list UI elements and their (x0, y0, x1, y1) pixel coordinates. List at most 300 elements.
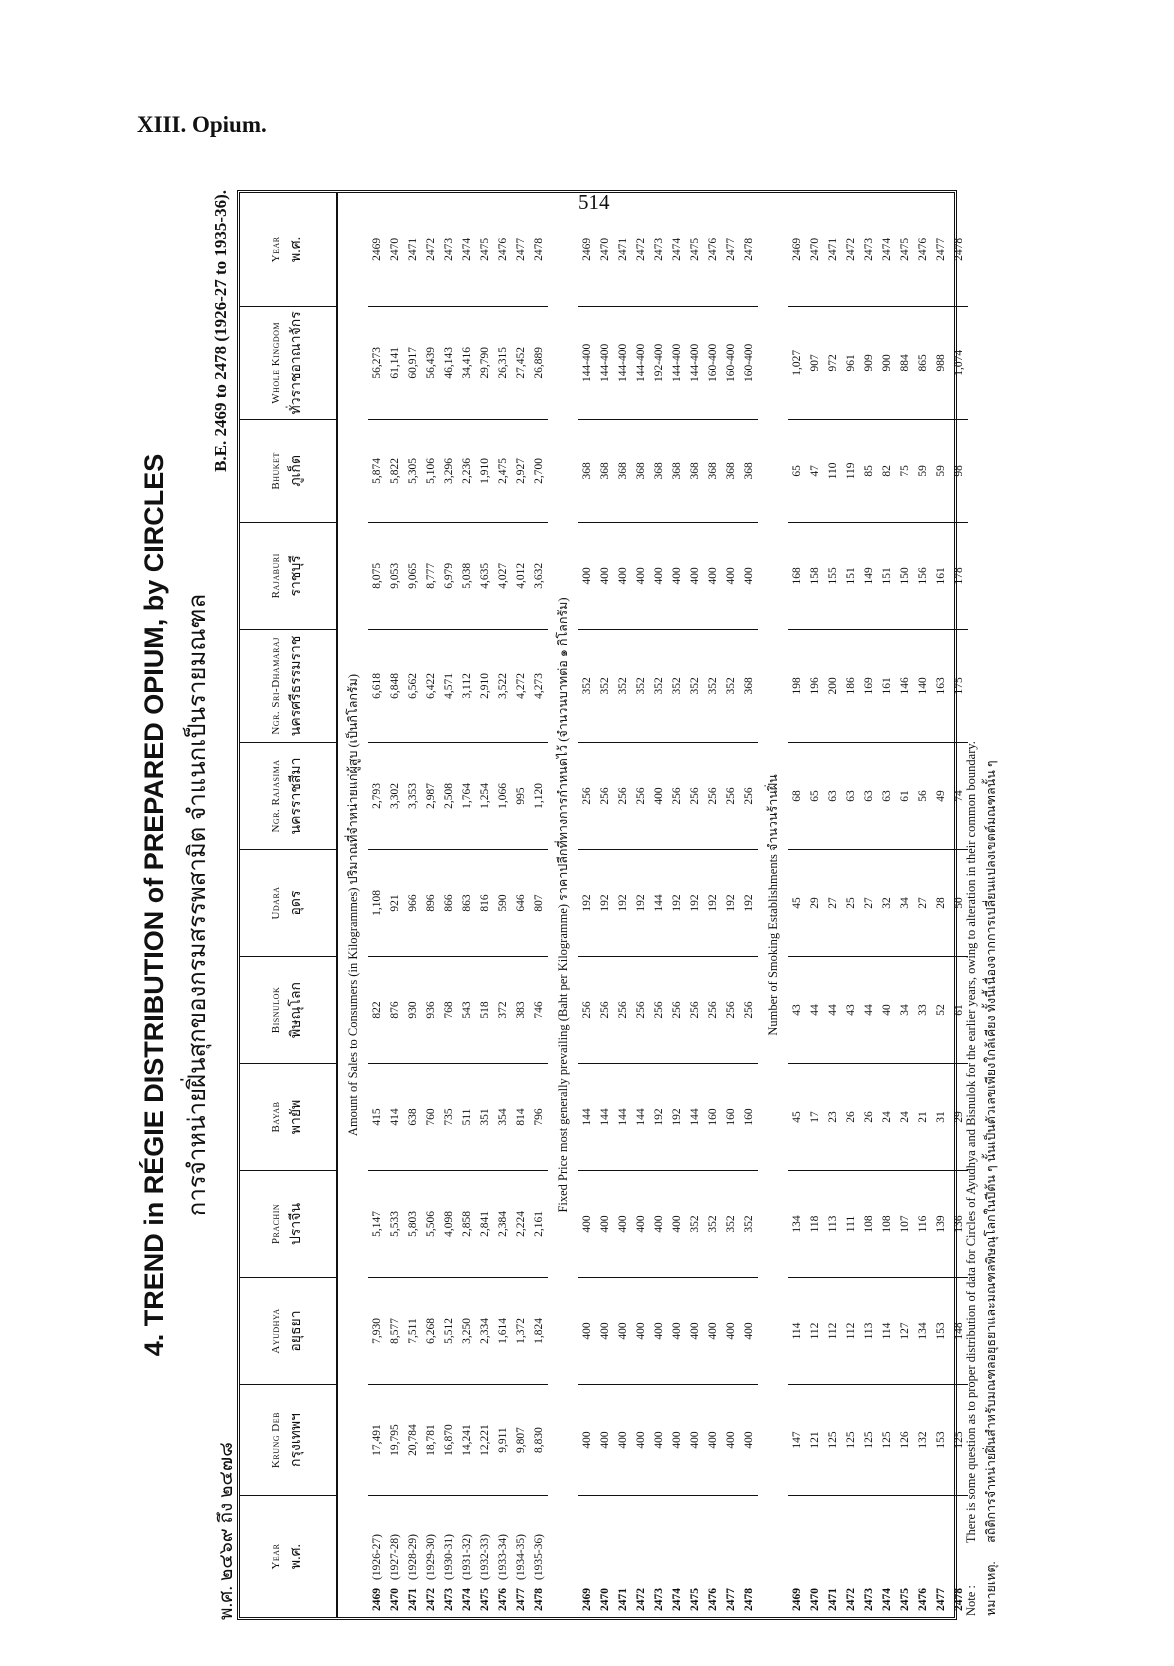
value-cell: 415 (368, 1063, 386, 1170)
value-cell: 75 (896, 419, 914, 522)
value-cell: 4,012 (512, 522, 530, 629)
value-cell: 5,147 (368, 1170, 386, 1277)
value-cell: 256 (740, 956, 758, 1063)
value-cell: 198 (788, 629, 806, 742)
value-cell: 5,533 (386, 1170, 404, 1277)
value-cell: 400 (686, 1384, 704, 1495)
value-cell: 63 (842, 742, 860, 849)
value-cell: 178 (950, 522, 968, 629)
value-cell: 196 (806, 629, 824, 742)
value-cell: 24 (896, 1063, 914, 1170)
value-cell: 400 (578, 522, 596, 629)
value-cell: 907 (806, 306, 824, 419)
year-cell-right: 2477 (935, 237, 947, 261)
value-cell: 2,384 (494, 1170, 512, 1277)
value-cell: 144 (686, 1063, 704, 1170)
value-cell: 768 (440, 956, 458, 1063)
data-table-frame (237, 190, 965, 1620)
value-cell: 6,268 (422, 1277, 440, 1384)
value-cell: 400 (614, 1277, 632, 1384)
section-header-row (548, 193, 578, 1617)
value-cell: 60,917 (404, 306, 422, 419)
year-be: 2472 (635, 1588, 647, 1611)
value-cell: 158 (806, 522, 824, 629)
value-cell: 153 (932, 1384, 950, 1495)
year-cell-right: 2469 (791, 237, 803, 261)
value-cell: 2,858 (458, 1170, 476, 1277)
value-cell: 5,874 (368, 419, 386, 522)
value-cell: 116 (914, 1170, 932, 1277)
year-cell-right: 2475 (689, 237, 701, 261)
value-cell: 876 (386, 956, 404, 1063)
value-cell: 256 (632, 956, 650, 1063)
value-cell: 400 (740, 1384, 758, 1495)
value-cell: 126 (896, 1384, 914, 1495)
value-cell: 160 (704, 1063, 722, 1170)
value-cell: 33 (914, 956, 932, 1063)
year-be: 2472 (845, 1588, 857, 1611)
value-cell: 400 (740, 1277, 758, 1384)
value-cell: 2,334 (476, 1277, 494, 1384)
value-cell: 3,302 (386, 742, 404, 849)
value-cell: 5,305 (404, 419, 422, 522)
value-cell: 400 (632, 1277, 650, 1384)
value-cell: 256 (704, 956, 722, 1063)
year-cell (530, 1496, 548, 1617)
value-cell: 44 (824, 956, 842, 1063)
value-cell: 352 (686, 1170, 704, 1277)
value-cell: 2,987 (422, 742, 440, 849)
value-cell: 256 (650, 956, 668, 1063)
table-row (530, 193, 548, 1617)
year-cell (686, 1496, 704, 1617)
value-cell: 9,911 (494, 1384, 512, 1495)
value-cell: 144-400 (632, 306, 650, 419)
year-cell (404, 1496, 422, 1617)
value-cell: 6,848 (386, 629, 404, 742)
value-cell: 1,027 (788, 306, 806, 419)
value-cell: 45 (788, 1063, 806, 1170)
value-cell: 112 (806, 1277, 824, 1384)
value-cell: 192-400 (650, 306, 668, 419)
year-cell (440, 1496, 458, 1617)
year-be: 2474 (881, 1588, 893, 1611)
value-cell: 966 (404, 849, 422, 956)
value-cell: 74 (950, 742, 968, 849)
table-row (512, 193, 530, 1617)
value-cell: 352 (650, 629, 668, 742)
value-cell: 192 (704, 849, 722, 956)
value-cell: 113 (860, 1277, 878, 1384)
year-cell-right: 2478 (953, 237, 965, 261)
column-header-thai: พิษณุโลก (289, 981, 305, 1038)
value-cell: 121 (806, 1384, 824, 1495)
year-cell-right: 2478 (743, 237, 755, 261)
value-cell: 1,910 (476, 419, 494, 522)
value-cell: 17,491 (368, 1384, 386, 1495)
value-cell: 27 (914, 849, 932, 956)
year-cell (740, 1496, 758, 1617)
value-cell: 1,764 (458, 742, 476, 849)
value-cell: 3,250 (458, 1277, 476, 1384)
year-cell (842, 1496, 860, 1617)
column-header-english: Prachin (270, 1203, 283, 1245)
year-ce: (1927-28) (389, 1534, 401, 1580)
value-cell: 4,027 (494, 522, 512, 629)
column-header-english: Bhuket (270, 452, 283, 490)
value-cell: 368 (668, 419, 686, 522)
table-row (368, 193, 386, 1617)
value-cell: 4,098 (440, 1170, 458, 1277)
value-cell: 6,422 (422, 629, 440, 742)
value-cell: 896 (422, 849, 440, 956)
column-header-english: Krung Deb (270, 1412, 283, 1469)
value-cell: 14,241 (458, 1384, 476, 1495)
value-cell: 186 (842, 629, 860, 742)
value-cell: 822 (368, 956, 386, 1063)
value-cell: 1,066 (494, 742, 512, 849)
value-cell: 140 (914, 629, 932, 742)
value-cell: 118 (806, 1170, 824, 1277)
value-cell: 863 (458, 849, 476, 956)
value-cell: 5,038 (458, 522, 476, 629)
year-ce: (1932-33) (479, 1534, 491, 1580)
column-header-thai: พ.ศ. (289, 236, 305, 262)
year-be: 2478 (743, 1588, 755, 1611)
column-header-thai: อุดร (289, 890, 305, 916)
value-cell: 32 (878, 849, 896, 956)
column-header-thai: กรุงเทพฯ (289, 1413, 305, 1468)
table-row (596, 193, 614, 1617)
year-cell (932, 1496, 950, 1617)
value-cell: 256 (722, 956, 740, 1063)
value-cell: 44 (806, 956, 824, 1063)
value-cell: 256 (614, 742, 632, 849)
value-cell: 125 (824, 1384, 842, 1495)
column-header-thai: ราชบุรี (289, 555, 305, 597)
value-cell: 125 (842, 1384, 860, 1495)
value-cell: 114 (878, 1277, 896, 1384)
value-cell: 368 (596, 419, 614, 522)
value-cell: 112 (824, 1277, 842, 1384)
value-cell: 44 (860, 956, 878, 1063)
column-header-thai: อยุธยา (289, 1310, 305, 1352)
year-cell (494, 1496, 512, 1617)
section-label-thai: จำนวนร้านฝิ่น (766, 774, 780, 851)
year-cell-right: 2472 (425, 237, 437, 261)
table-row (404, 193, 422, 1617)
value-cell: 144 (596, 1063, 614, 1170)
page-number: 514 (578, 190, 610, 214)
value-cell: 884 (896, 306, 914, 419)
year-cell-right: 2472 (845, 237, 857, 261)
value-cell: 414 (386, 1063, 404, 1170)
value-cell: 144-400 (668, 306, 686, 419)
value-cell: 368 (632, 419, 650, 522)
value-cell: 150 (896, 522, 914, 629)
year-cell-right: 2475 (479, 237, 491, 261)
column-header (240, 1277, 337, 1384)
column-header-english: Year (270, 236, 283, 263)
value-cell: 12,221 (476, 1384, 494, 1495)
value-cell: 400 (722, 1384, 740, 1495)
table-row (494, 193, 512, 1617)
year-be: 2473 (863, 1588, 875, 1611)
table-row (668, 193, 686, 1617)
value-cell: 56,439 (422, 306, 440, 419)
value-cell: 256 (632, 742, 650, 849)
table-row (614, 193, 632, 1617)
value-cell: 8,075 (368, 522, 386, 629)
value-cell: 26 (842, 1063, 860, 1170)
value-cell: 352 (722, 1170, 740, 1277)
year-ce: (1928-29) (407, 1534, 419, 1580)
table-row (632, 193, 650, 1617)
value-cell: 34 (896, 956, 914, 1063)
value-cell: 543 (458, 956, 476, 1063)
value-cell: 256 (686, 956, 704, 1063)
value-cell: 63 (824, 742, 842, 849)
table-row (788, 193, 806, 1617)
value-cell: 746 (530, 956, 548, 1063)
value-cell: 400 (632, 1384, 650, 1495)
value-cell: 134 (914, 1277, 932, 1384)
period-english: B.E. 2469 to 2478 (1926-27 to 1935-36). (211, 190, 230, 472)
value-cell: 151 (878, 522, 896, 629)
column-header (240, 193, 337, 306)
value-cell: 590 (494, 849, 512, 956)
value-cell: 19,795 (386, 1384, 404, 1495)
value-cell: 61 (950, 956, 968, 1063)
value-cell: 368 (578, 419, 596, 522)
opium-distribution-table (240, 193, 968, 1617)
value-cell: 47 (806, 419, 824, 522)
table-title-thai: การจำหน่ายฝิ่นสุกของกรมสรรพสามิต จำแนกเป็นรายมณฑล (185, 593, 211, 1217)
column-header-thai: นครราชสีมา (289, 757, 305, 835)
value-cell: 383 (512, 956, 530, 1063)
value-cell: 160 (722, 1063, 740, 1170)
table-title-english: 4. TREND in RÉGIE DISTRIBUTION of PREPARED OPIUM, by CIRCLES (139, 453, 169, 1357)
value-cell: 2,700 (530, 419, 548, 522)
value-cell: 65 (806, 742, 824, 849)
value-cell: 63 (860, 742, 878, 849)
column-header-thai: ภูเก็ต (289, 455, 305, 487)
value-cell: 168 (788, 522, 806, 629)
year-cell-right: 2472 (635, 237, 647, 261)
column-header (240, 1496, 337, 1617)
year-be: 2469 (581, 1588, 593, 1611)
value-cell: 988 (932, 306, 950, 419)
year-be: 2477 (725, 1588, 737, 1611)
year-cell (668, 1496, 686, 1617)
value-cell: 63 (878, 742, 896, 849)
value-cell: 352 (578, 629, 596, 742)
value-cell: 5,822 (386, 419, 404, 522)
table-row (914, 193, 932, 1617)
value-cell: 1,120 (530, 742, 548, 849)
value-cell: 24 (878, 1063, 896, 1170)
table-row (476, 193, 494, 1617)
year-cell-right: 2470 (809, 237, 821, 261)
value-cell: 127 (896, 1277, 914, 1384)
value-cell: 139 (932, 1170, 950, 1277)
value-cell: 26,889 (530, 306, 548, 419)
value-cell: 65 (788, 419, 806, 522)
value-cell: 31 (932, 1063, 950, 1170)
value-cell: 45 (788, 849, 806, 956)
value-cell: 352 (686, 629, 704, 742)
value-cell: 2,841 (476, 1170, 494, 1277)
value-cell: 4,272 (512, 629, 530, 742)
value-cell: 816 (476, 849, 494, 956)
value-cell: 3,522 (494, 629, 512, 742)
value-cell: 2,508 (440, 742, 458, 849)
value-cell: 518 (476, 956, 494, 1063)
value-cell: 4,273 (530, 629, 548, 742)
value-cell: 1,254 (476, 742, 494, 849)
value-cell: 3,112 (458, 629, 476, 742)
value-cell: 27 (824, 849, 842, 956)
value-cell: 400 (614, 522, 632, 629)
value-cell: 144 (650, 849, 668, 956)
value-cell: 1,824 (530, 1277, 548, 1384)
value-cell: 256 (704, 742, 722, 849)
value-cell: 160-400 (704, 306, 722, 419)
column-header-thai: นครศรีธรรมราช (289, 635, 305, 737)
value-cell: 256 (722, 742, 740, 849)
value-cell: 3,632 (530, 522, 548, 629)
value-cell: 21 (914, 1063, 932, 1170)
value-cell: 400 (650, 522, 668, 629)
table-row (650, 193, 668, 1617)
column-header-thai: ทั่วราชอาณาจักร (289, 311, 305, 415)
year-cell (614, 1496, 632, 1617)
year-cell-right: 2473 (443, 237, 455, 261)
value-cell: 16,870 (440, 1384, 458, 1495)
value-cell: 61 (896, 742, 914, 849)
value-cell: 400 (704, 522, 722, 629)
table-row (806, 193, 824, 1617)
period-thai: พ.ศ. ๒๔๖๙ ถึง ๒๔๗๘ (216, 1442, 237, 1620)
value-cell: 155 (824, 522, 842, 629)
table-row (386, 193, 404, 1617)
year-be: 2477 (515, 1588, 527, 1611)
value-cell: 192 (668, 849, 686, 956)
value-cell: 160 (740, 1063, 758, 1170)
value-cell: 814 (512, 1063, 530, 1170)
value-cell: 125 (860, 1384, 878, 1495)
value-cell: 192 (596, 849, 614, 956)
year-be: 2477 (935, 1588, 947, 1611)
value-cell: 23 (824, 1063, 842, 1170)
value-cell: 400 (596, 1384, 614, 1495)
value-cell: 400 (596, 1277, 614, 1384)
value-cell: 6,979 (440, 522, 458, 629)
value-cell: 354 (494, 1063, 512, 1170)
column-header (240, 849, 337, 956)
year-cell-right: 2471 (617, 237, 629, 261)
section-label-thai: ปริมาณที่จำหน่ายแก่ผู้สูบ (เป็นกิโลกรัม) (346, 673, 360, 885)
year-cell-right: 2470 (599, 237, 611, 261)
year-be: 2478 (533, 1588, 545, 1611)
value-cell: 56 (914, 742, 932, 849)
column-header-thai: พายัพ (289, 1099, 305, 1135)
year-cell-right: 2474 (881, 237, 893, 261)
value-cell: 866 (440, 849, 458, 956)
table-row (704, 193, 722, 1617)
table-row (860, 193, 878, 1617)
value-cell: 400 (650, 742, 668, 849)
value-cell: 46,143 (440, 306, 458, 419)
value-cell: 17 (806, 1063, 824, 1170)
value-cell: 146 (896, 629, 914, 742)
year-ce: (1934-35) (515, 1534, 527, 1580)
value-cell: 8,577 (386, 1277, 404, 1384)
table-row (896, 193, 914, 1617)
year-cell (878, 1496, 896, 1617)
value-cell: 865 (914, 306, 932, 419)
value-cell: 352 (704, 629, 722, 742)
value-cell: 34,416 (458, 306, 476, 419)
note-english (961, 186, 981, 1616)
value-cell: 3,353 (404, 742, 422, 849)
value-cell: 995 (512, 742, 530, 849)
value-cell: 511 (458, 1063, 476, 1170)
value-cell: 2,236 (458, 419, 476, 522)
value-cell: 352 (722, 629, 740, 742)
page-header-title: XIII. Opium. (137, 112, 267, 137)
value-cell: 119 (842, 419, 860, 522)
year-be: 2476 (497, 1588, 509, 1611)
table-row (824, 193, 842, 1617)
year-cell (704, 1496, 722, 1617)
value-cell: 108 (860, 1170, 878, 1277)
year-be: 2471 (617, 1588, 629, 1611)
value-cell: 144-400 (596, 306, 614, 419)
table-row (440, 193, 458, 1617)
year-be: 2472 (425, 1588, 437, 1611)
value-cell: 108 (878, 1170, 896, 1277)
value-cell: 352 (668, 629, 686, 742)
year-cell (860, 1496, 878, 1617)
value-cell: 352 (740, 1170, 758, 1277)
year-ce: (1926-27) (371, 1534, 383, 1580)
value-cell: 161 (932, 522, 950, 629)
table-row (686, 193, 704, 1617)
year-ce: (1933-34) (497, 1534, 509, 1580)
year-be: 2476 (707, 1588, 719, 1611)
table-row (458, 193, 476, 1617)
value-cell: 400 (578, 1384, 596, 1495)
year-cell (788, 1496, 806, 1617)
section-label (337, 193, 368, 1617)
year-be: 2475 (899, 1588, 911, 1611)
section-label-english: Fixed Price most generally prevailing (Baht per Kilogramme) (556, 903, 570, 1213)
value-cell: 2,927 (512, 419, 530, 522)
value-cell: 132 (914, 1384, 932, 1495)
value-cell: 921 (386, 849, 404, 956)
section-label-english: Amount of Sales to Consumers (in Kilogrammes) (346, 887, 360, 1137)
column-header (240, 956, 337, 1063)
column-header-thai: พ.ศ. (289, 1543, 305, 1570)
value-cell: 2,910 (476, 629, 494, 742)
value-cell: 352 (614, 629, 632, 742)
table-body (337, 193, 968, 1617)
value-cell: 256 (578, 742, 596, 849)
value-cell: 125 (950, 1384, 968, 1495)
value-cell: 161 (878, 629, 896, 742)
year-cell (458, 1496, 476, 1617)
